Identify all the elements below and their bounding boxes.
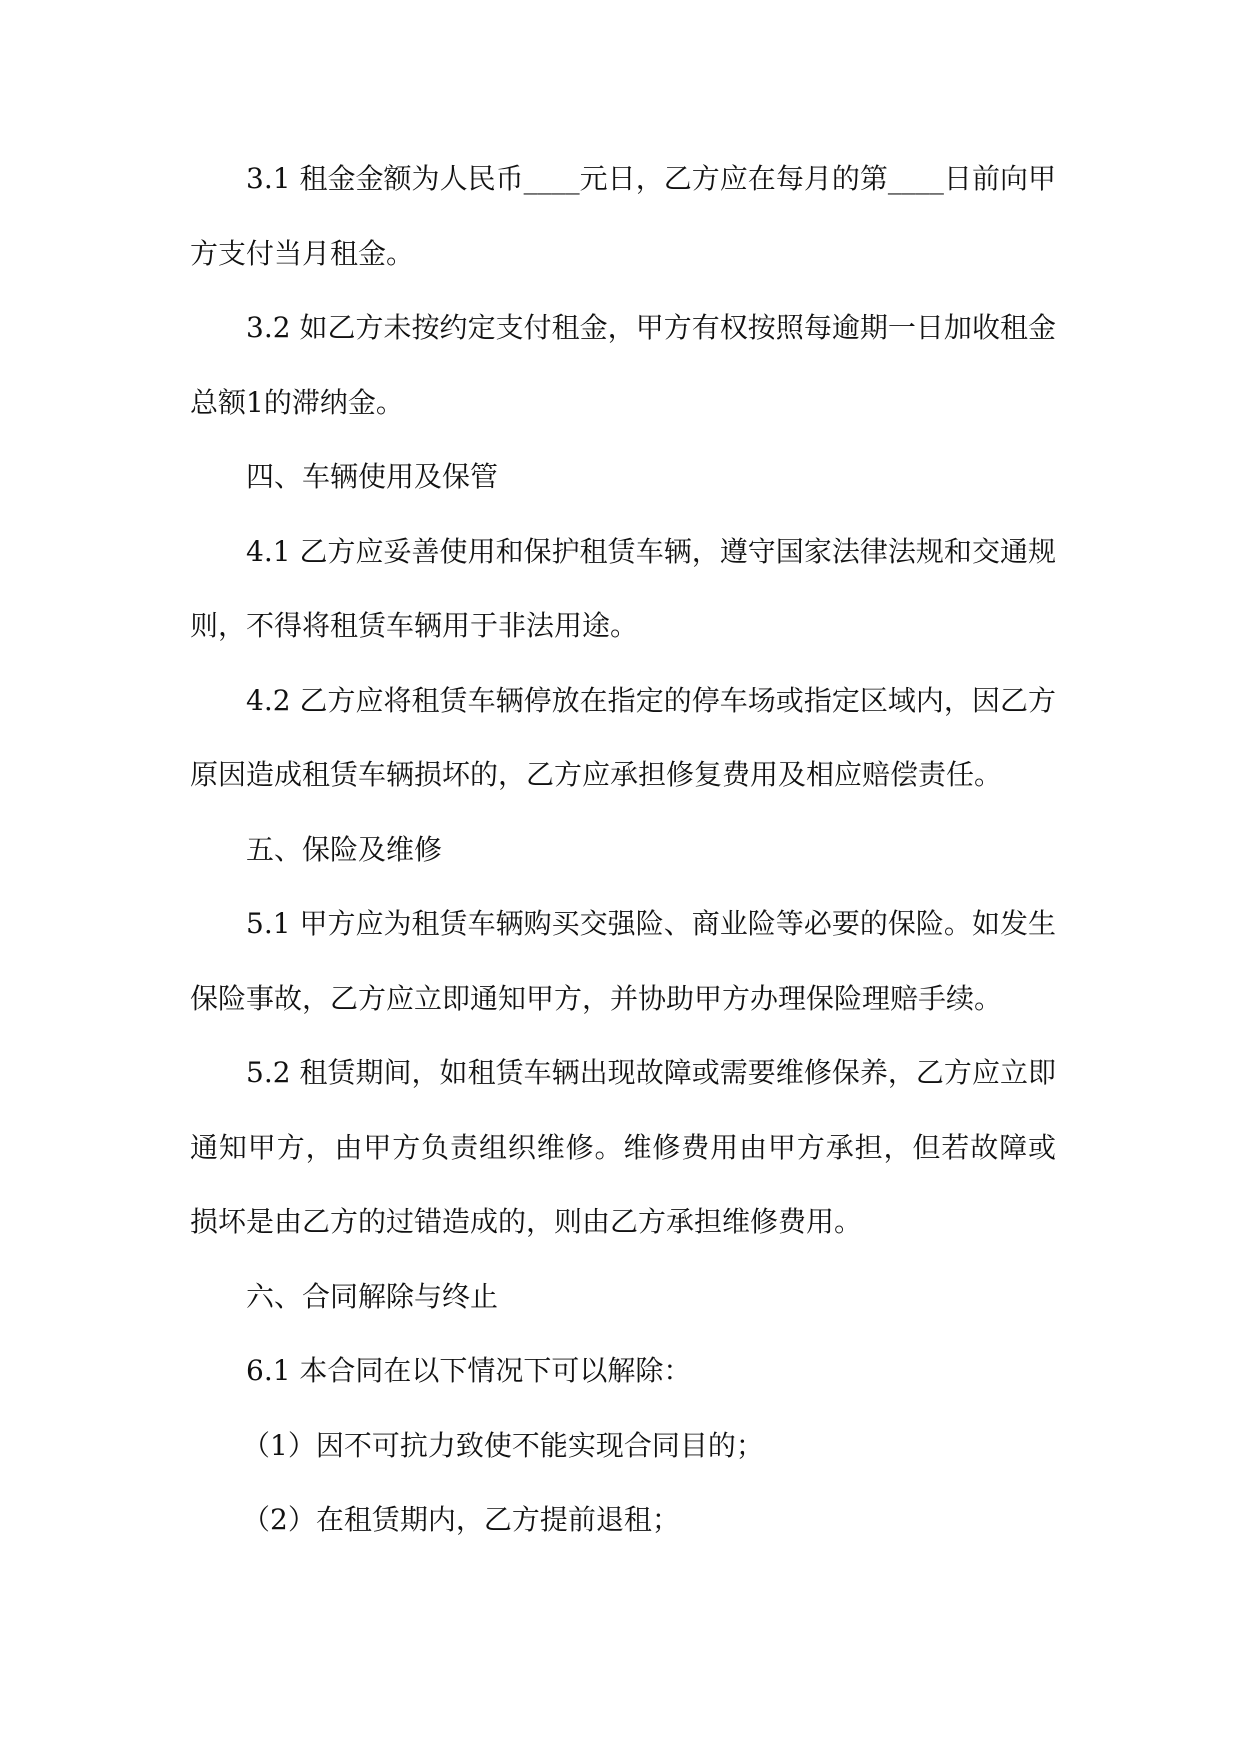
section-heading-6: 六、合同解除与终止 <box>246 1279 499 1313</box>
list-item-2: （2）在租赁期内，乙方提前退租； <box>242 1503 680 1536</box>
clause-5-2: 5.2 租赁期间，如租赁车辆出现故障或需要维修保养，乙方应立即通知甲方，由甲方负责组织维修。维修费用由甲方承担，但若故障或损坏是由乙方的过错造成的，则由乙方承担维修费用。 <box>190 1056 1056 1238</box>
clause-4-2: 4.2 乙方应将租赁车辆停放在指定的停车场或指定区域内，因乙方原因造成租赁车辆损坏的，乙方应承担修复费用及相应赔偿责任。 <box>190 683 1056 791</box>
section-heading-4: 四、车辆使用及保管 <box>246 460 499 493</box>
document-body <box>190 142 1056 1558</box>
clause-5-1: 5.1 甲方应为租赁车辆购买交强险、商业险等必要的保险。如发生保险事故，乙方应立即通知甲方，并协助甲方办理保险理赔手续。 <box>190 907 1056 1015</box>
section-heading-5: 五、保险及维修 <box>246 832 443 866</box>
clause-4-1: 4.1 乙方应妥善使用和保护租赁车辆，遵守国家法律法规和交通规则，不得将租赁车辆用于非法用途。 <box>190 534 1056 642</box>
clause-3-1: 3.1 租金金额为人民币____元日，乙方应在每月的第____日前向甲方支付当月租金。 <box>190 162 1056 270</box>
list-item-1: （1）因不可抗力致使不能实现合同目的； <box>242 1428 764 1462</box>
clause-3-2: 3.2 如乙方未按约定支付租金，甲方有权按照每逾期一日加收租金总额1的滞纳金。 <box>190 311 1056 419</box>
clause-6-1: 6.1 本合同在以下情况下可以解除： <box>246 1354 692 1387</box>
